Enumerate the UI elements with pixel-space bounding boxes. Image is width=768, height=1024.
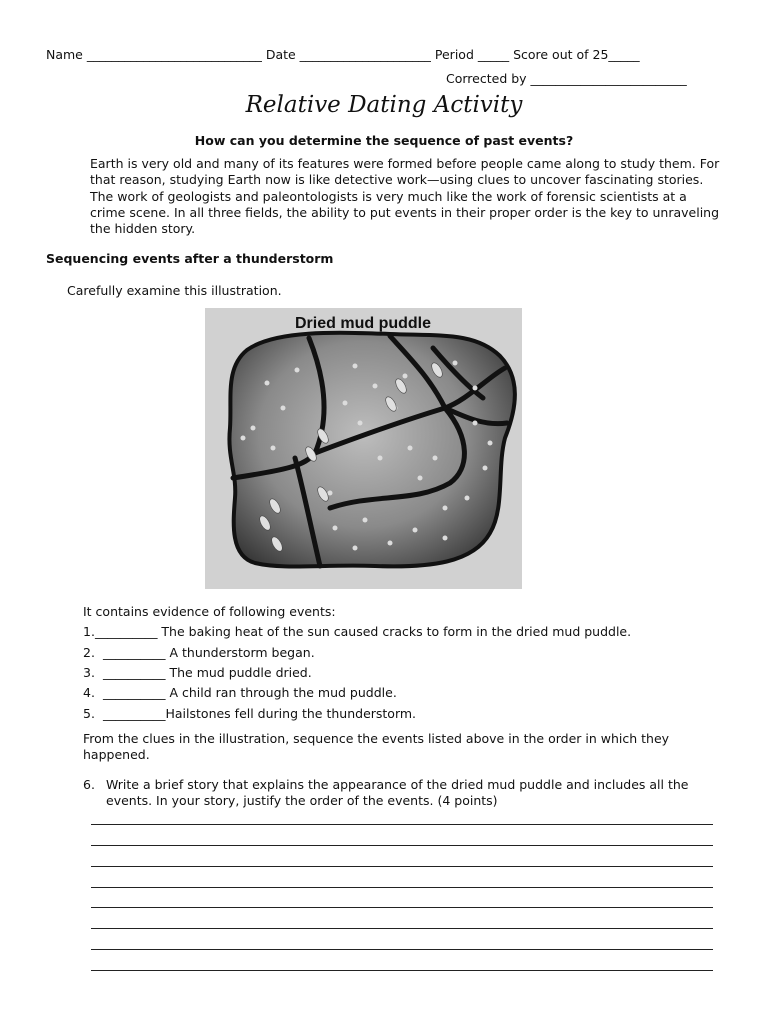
figure-title: Dried mud puddle [295, 315, 431, 332]
answer-line[interactable] [91, 970, 713, 971]
answer-line[interactable] [91, 866, 713, 867]
event-number: 4. [83, 685, 95, 700]
question-text: Write a brief story that explains the appearance of the dried mud puddle and includes all the events. In your story, justify the order of the events. (4 points) [106, 777, 689, 808]
event-text: __________ The mud puddle dried. [103, 665, 312, 680]
event-number: 2. [83, 645, 95, 660]
event-text: __________ A child ran through the mud puddle. [103, 685, 397, 700]
answer-line[interactable] [91, 949, 713, 950]
sequence-instructions: From the clues in the illustration, sequence the events listed above in the order in which they happened. [83, 731, 670, 762]
event-item [83, 665, 723, 680]
event-text: __________Hailstones fell during the thunderstorm. [103, 706, 417, 721]
answer-line[interactable] [91, 824, 713, 825]
answer-line[interactable] [91, 845, 713, 846]
answer-line[interactable] [91, 907, 713, 908]
event-item [83, 624, 723, 639]
page-title: Relative Dating Activity [245, 92, 523, 118]
answer-line[interactable] [91, 928, 713, 929]
event-text: __________ The baking heat of the sun caused cracks to form in the dried mud puddle. [94, 624, 632, 639]
intro-paragraph: Earth is very old and many of its features were formed before people came along to study them. For that reason, studying Earth now is like detective work—using clues to uncover fascinating stories. The work of geologists and paleontologists is very much like the work of forensic scientists at a crime scene. In all three fields, the ability to put events in their proper order is the key to unraveling the hidden story. [90, 156, 720, 237]
answer-line[interactable] [91, 887, 713, 888]
mud-puddle-drawing [205, 308, 522, 589]
section-heading: Sequencing events after a thunderstorm [46, 251, 334, 266]
header-fields: Name ____________________________ Date _____________________ Period _____ Score out of 25_____ [46, 47, 640, 62]
mud-puddle-illustration [205, 308, 522, 589]
event-number: 3. [83, 665, 95, 680]
event-item [83, 685, 723, 700]
question-6 [83, 777, 723, 809]
corrected-by-field: Corrected by _________________________ [446, 71, 687, 86]
event-item [83, 706, 723, 721]
page-subtitle: How can you determine the sequence of past events? [194, 133, 574, 148]
event-text: __________ A thunderstorm began. [103, 645, 315, 660]
event-number: 1. [83, 624, 95, 639]
examine-instruction: Carefully examine this illustration. [67, 283, 282, 298]
event-number: 5. [83, 706, 95, 721]
question-number: 6. [83, 777, 95, 792]
evidence-intro: It contains evidence of following events: [83, 604, 336, 619]
event-item [83, 645, 723, 660]
puddle-body [205, 308, 522, 589]
